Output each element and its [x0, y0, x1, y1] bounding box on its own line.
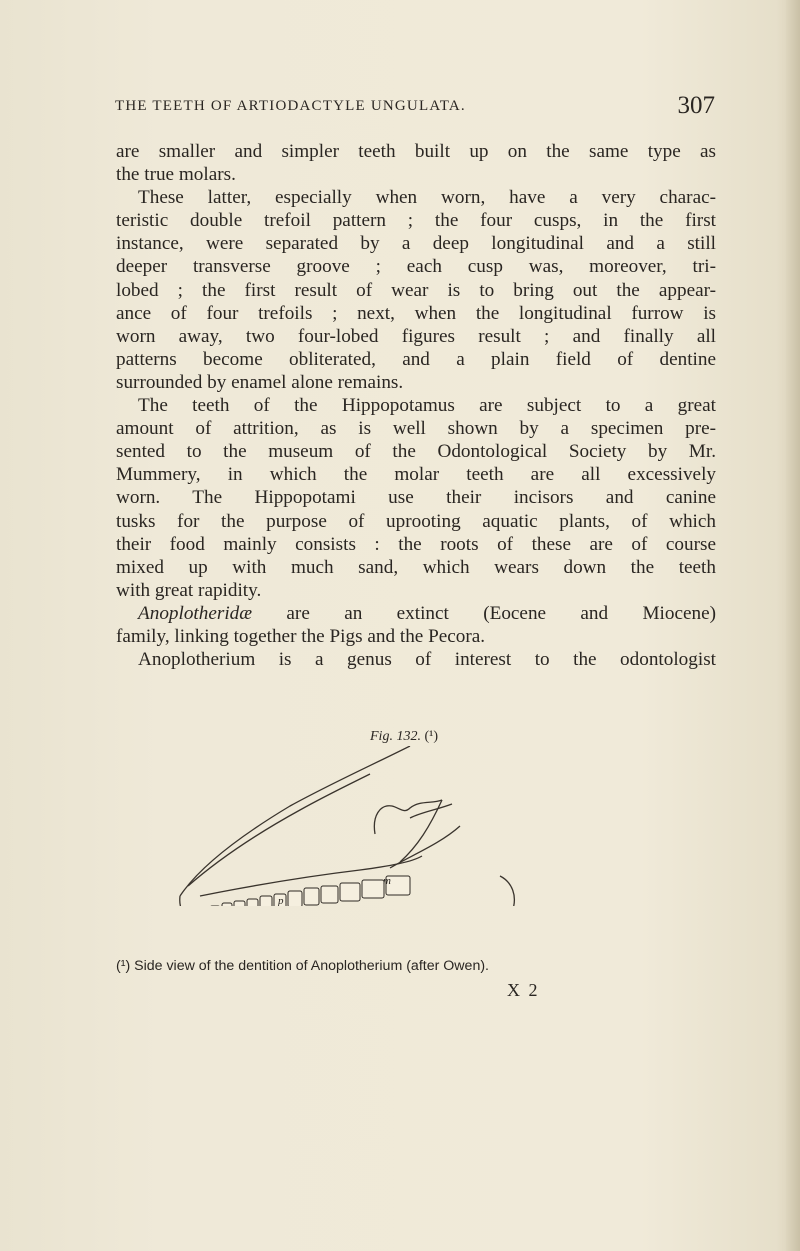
signature-mark: X 2 — [507, 980, 540, 1000]
label-p: p — [278, 895, 284, 906]
zygomatic-arch — [374, 800, 442, 834]
page-header — [115, 92, 715, 124]
footnote-mark: (¹) — [424, 729, 438, 744]
tooth — [288, 891, 302, 906]
tooth — [340, 883, 360, 901]
text-line: patterns become obliterated, and a plain field of dentine — [116, 348, 716, 370]
text-line: worn away, two four-lobed figures result ; and finally all — [116, 325, 716, 347]
tooth — [304, 888, 319, 905]
figure-label — [370, 729, 438, 745]
text-line: mixed up with much sand, which wears down the teeth — [116, 556, 716, 578]
mandible-angle — [450, 876, 514, 906]
text-line: their food mainly consists : the roots of these are of course — [116, 533, 716, 555]
tooth — [247, 899, 258, 906]
text-line: Anoplotherium is a genus of interest to the odontologist — [138, 649, 716, 671]
text-line: teristic double trefoil pattern ; the four cusps, in the first — [116, 210, 716, 232]
text-line: sented to the museum of the Odontological Society by Mr. — [116, 441, 716, 463]
body-text — [116, 140, 716, 671]
running-head: THE TEETH OF ARTIODACTYLE UNGULATA. — [115, 98, 466, 114]
text-line: The teeth of the Hippopotamus are subject to a great — [138, 395, 716, 417]
paragraph-2 — [116, 186, 716, 394]
paragraph-4 — [116, 602, 716, 648]
muzzle-front — [180, 896, 200, 906]
text-line: These latter, especially when worn, have a very charac- — [138, 187, 716, 209]
tooth — [222, 903, 232, 906]
skull-upper-outline — [180, 746, 410, 896]
tooth — [321, 886, 338, 903]
figure-caption: (¹) Side view of the dentition of Anoplotherium (after Owen). — [116, 958, 489, 974]
text-line: worn. The Hippopotami use their incisors and canine — [116, 487, 716, 509]
text-line: deeper transverse groove ; each cusp was, moreover, tri- — [116, 256, 716, 278]
text-line — [116, 602, 716, 625]
paragraph-1 — [116, 140, 716, 186]
text-line: surrounded by enamel alone remains. — [116, 371, 404, 393]
text-line: tusks for the purpose of uprooting aquatic plants, of which — [116, 510, 716, 532]
orbit-line — [410, 804, 452, 818]
text-line: the true molars. — [116, 164, 236, 186]
tooth — [260, 896, 272, 906]
page-edge — [786, 0, 800, 1251]
text-line: ance of four trefoils ; next, when the longitudinal furrow is — [116, 302, 716, 324]
tooth — [362, 880, 384, 898]
upper-teeth — [210, 876, 410, 906]
text-line: with great rapidity. — [116, 579, 262, 601]
page-number: 307 — [677, 92, 715, 119]
skull-upper-outline-inner — [188, 774, 370, 886]
text-line: instance, were separated by a deep longitudinal and a still — [116, 233, 716, 255]
text-fragment: are an extinct (Eocene and Miocene) — [252, 602, 716, 624]
paragraph-5 — [116, 648, 716, 671]
tooth — [234, 901, 245, 906]
dentition-illustration — [160, 746, 560, 906]
paragraph-3 — [116, 394, 716, 602]
text-line: lobed ; the first result of wear is to bring out the appear- — [116, 279, 716, 301]
text-line: amount of attrition, as is well shown by a specimen pre- — [116, 418, 716, 440]
figure-number: Fig. 132. — [370, 729, 421, 744]
text-line: are smaller and simpler teeth built up on the same type as — [116, 141, 716, 162]
text-line: Mummery, in which the molar teeth are all excessively — [116, 464, 716, 486]
taxon-name: Anoplotheridæ — [138, 602, 253, 624]
text-line: family, linking together the Pigs and the Pecora. — [116, 625, 486, 647]
label-m: m — [383, 875, 391, 887]
